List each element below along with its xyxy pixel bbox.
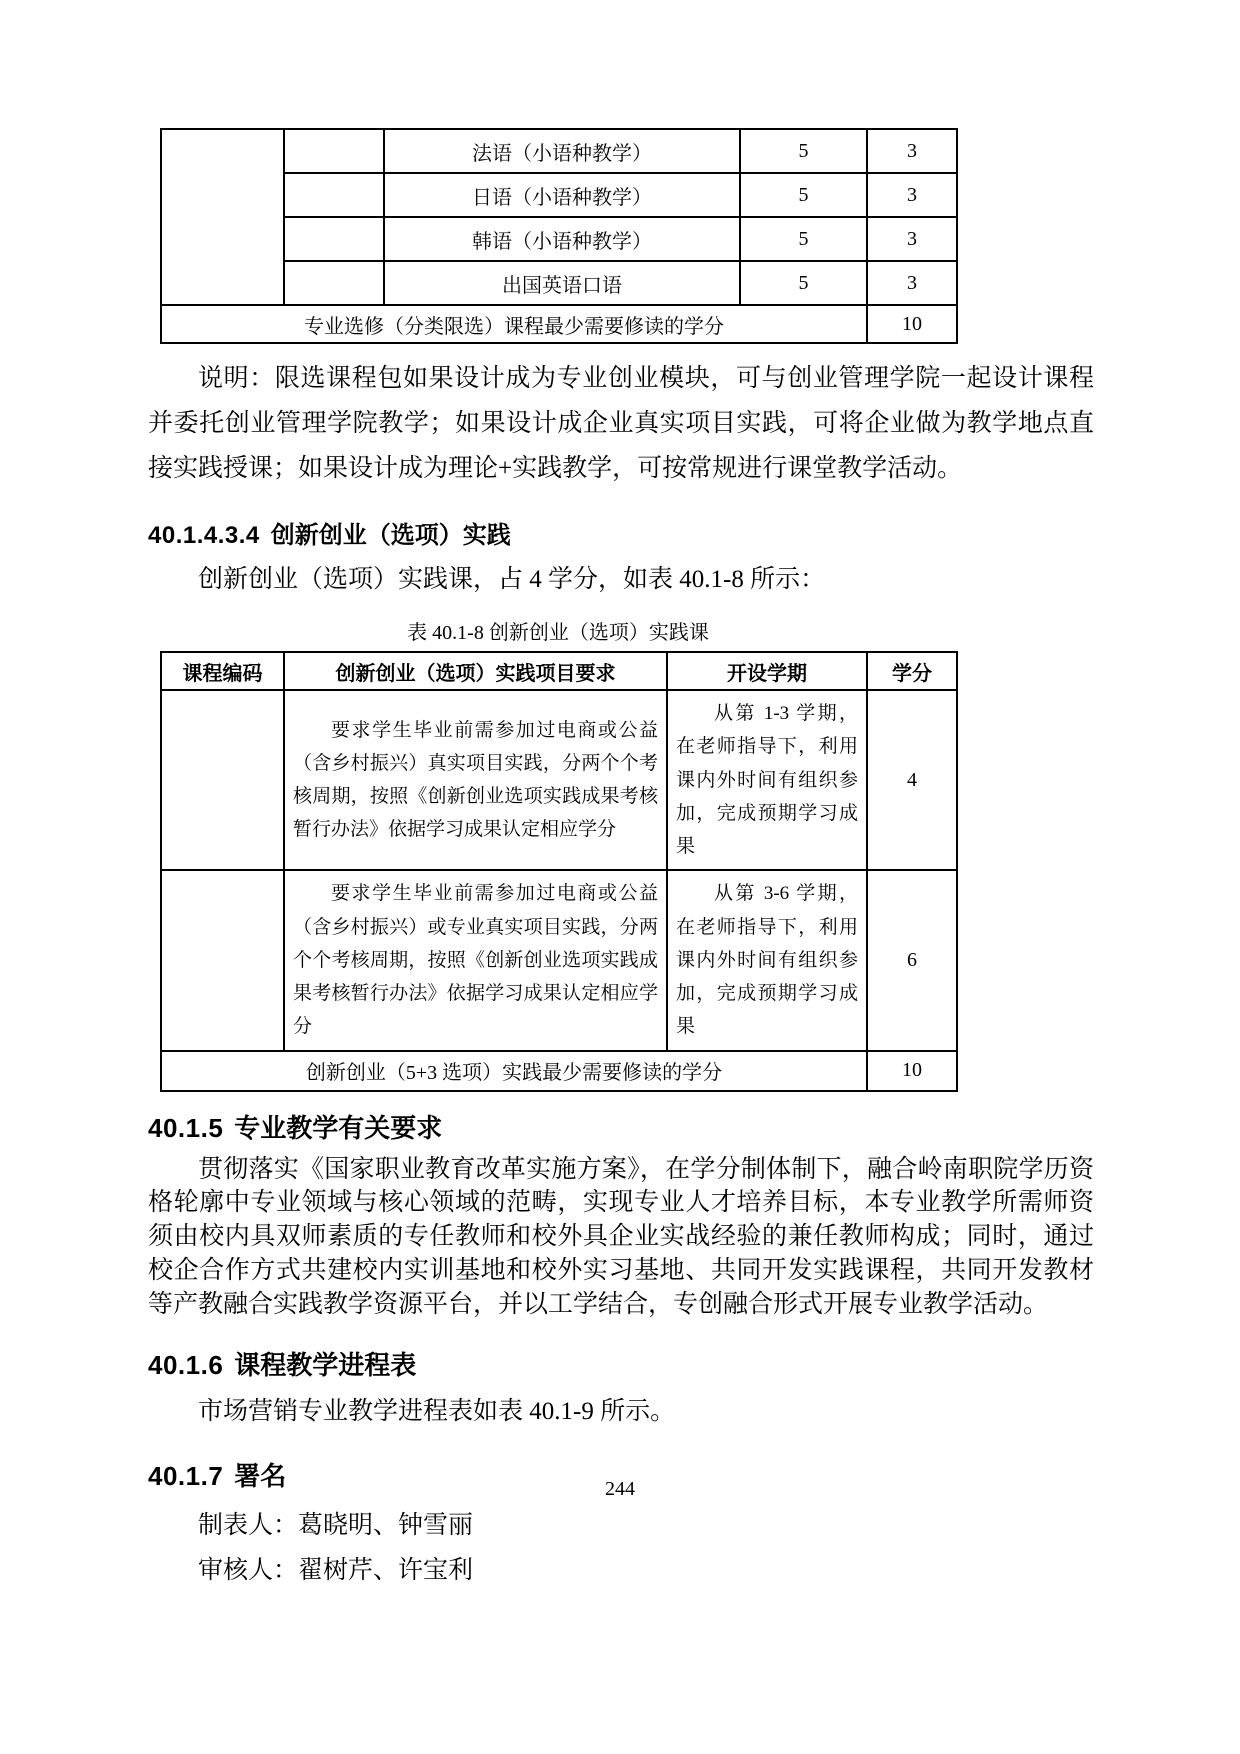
section-number: 40.1.5 — [148, 1112, 224, 1143]
practice-semester: 从第 1-3 学期，在老师指导下，利用课内外时间有组织参加，完成预期学习成果 — [667, 690, 867, 870]
header-semester: 开设学期 — [667, 652, 867, 690]
course-name: 韩语（小语种教学） — [384, 217, 740, 261]
course-name: 法语（小语种教学） — [384, 129, 740, 173]
section-heading-40-1-5 — [148, 1108, 1094, 1145]
note-paragraph: 说明：限选课程包如果设计成为专业创业模块，可与创业管理学院一起设计课程并委托创业管理学院教学；如果设计成企业真实项目实践，可将企业做为教学地点直接实践授课；如果设计成为理论+实践教学，可按常规进行课堂教学活动。 — [148, 365, 1094, 482]
category-cell-empty — [161, 129, 284, 305]
practice-code-cell — [161, 690, 284, 870]
code-cell-empty — [284, 173, 384, 217]
practice-header-row — [161, 652, 957, 690]
code-cell-empty — [284, 129, 384, 173]
practice-requirement: 要求学生毕业前需参加过电商或公益（含乡村振兴）真实项目实践，分两个个考核周期，按照《创新创业选项实践成果考核暂行办法》依据学习成果认定相应学分 — [284, 690, 667, 870]
code-cell-empty — [284, 261, 384, 305]
practice-semester: 从第 3-6 学期，在老师指导下，利用课内外时间有组织参加，完成预期学习成果 — [667, 870, 867, 1050]
course-credits: 3 — [867, 173, 957, 217]
practice-requirement: 要求学生毕业前需参加过电商或公益（含乡村振兴）或专业真实项目实践，分两个个考核周期，按照《创新创业选项实践成果考核暂行办法》依据学习成果认定相应学分 — [284, 870, 667, 1050]
elective-summary-credits: 10 — [867, 305, 957, 343]
section-body-paragraph: 市场营销专业教学进程表如表 40.1-9 所示。 — [198, 1398, 676, 1426]
preparer-line: 制表人：葛晓明、钟雪丽 — [198, 1512, 474, 1540]
section-body-paragraph: 贯彻落实《国家职业教育改革实施方案》，在学分制体制下，融合岭南职院学历资格轮廓中专业领域与核心领域的范畴，实现专业人才培养目标，本专业教学所需师资须由校内具双师素质的专任教师和校外具企业实战经验的兼任教师构成；同时，通过校企合作方式共建校内实训基地和校外实习基地、共同开发实践课程，共同开发教材等产教融合实践教学资源平台，并以工学结合，专创融合形式开展专业教学活动。 — [148, 1155, 1094, 1318]
header-requirement: 创新创业（选项）实践项目要求 — [284, 652, 667, 690]
course-name: 日语（小语种教学） — [384, 173, 740, 217]
course-hours: 5 — [740, 217, 867, 261]
header-credits: 学分 — [867, 652, 957, 690]
practice-summary-credits: 10 — [867, 1051, 957, 1091]
section-number: 40.1.6 — [148, 1350, 224, 1381]
practice-row — [161, 690, 957, 870]
practice-credits: 6 — [867, 870, 957, 1050]
practice-row — [161, 870, 957, 1050]
course-credits: 3 — [867, 261, 957, 305]
practice-code-cell — [161, 870, 284, 1050]
code-cell-empty — [284, 217, 384, 261]
course-name: 出国英语口语 — [384, 261, 740, 305]
section-title: 署名 — [234, 1461, 287, 1492]
elective-summary-row — [161, 305, 957, 343]
practice-table — [160, 651, 958, 1092]
section-title: 专业教学有关要求 — [234, 1112, 443, 1143]
elective-courses-table — [160, 128, 958, 344]
reviewer-line: 审核人：翟树芹、许宝利 — [198, 1557, 474, 1585]
section-number: 40.1.4.3.4 — [148, 522, 260, 549]
course-hours: 5 — [740, 173, 867, 217]
signature-block — [148, 1503, 1094, 1593]
section-heading-40-1-4-3-4 — [148, 515, 1094, 550]
course-hours: 5 — [740, 261, 867, 305]
elective-summary-label: 专业选修（分类限选）课程最少需要修读的学分 — [161, 305, 867, 343]
section-title: 课程教学进程表 — [234, 1350, 417, 1381]
section-heading-40-1-6 — [148, 1345, 1094, 1382]
elective-row — [161, 129, 957, 173]
course-hours: 5 — [740, 129, 867, 173]
practice-summary-label: 创新创业（5+3 选项）实践最少需要修读的学分 — [161, 1051, 867, 1091]
page-number: 244 — [605, 1478, 635, 1500]
table-caption: 表 40.1-8 创新创业（选项）实践课 — [407, 622, 709, 644]
practice-credits: 4 — [867, 690, 957, 870]
header-course-code: 课程编码 — [161, 652, 284, 690]
course-credits: 3 — [867, 129, 957, 173]
section-number: 40.1.7 — [148, 1461, 224, 1492]
section-title: 创新创业（选项）实践 — [270, 522, 511, 549]
course-credits: 3 — [867, 217, 957, 261]
section-intro-paragraph: 创新创业（选项）实践课，占 4 学分，如表 40.1-8 所示： — [198, 566, 826, 593]
practice-summary-row — [161, 1051, 957, 1091]
